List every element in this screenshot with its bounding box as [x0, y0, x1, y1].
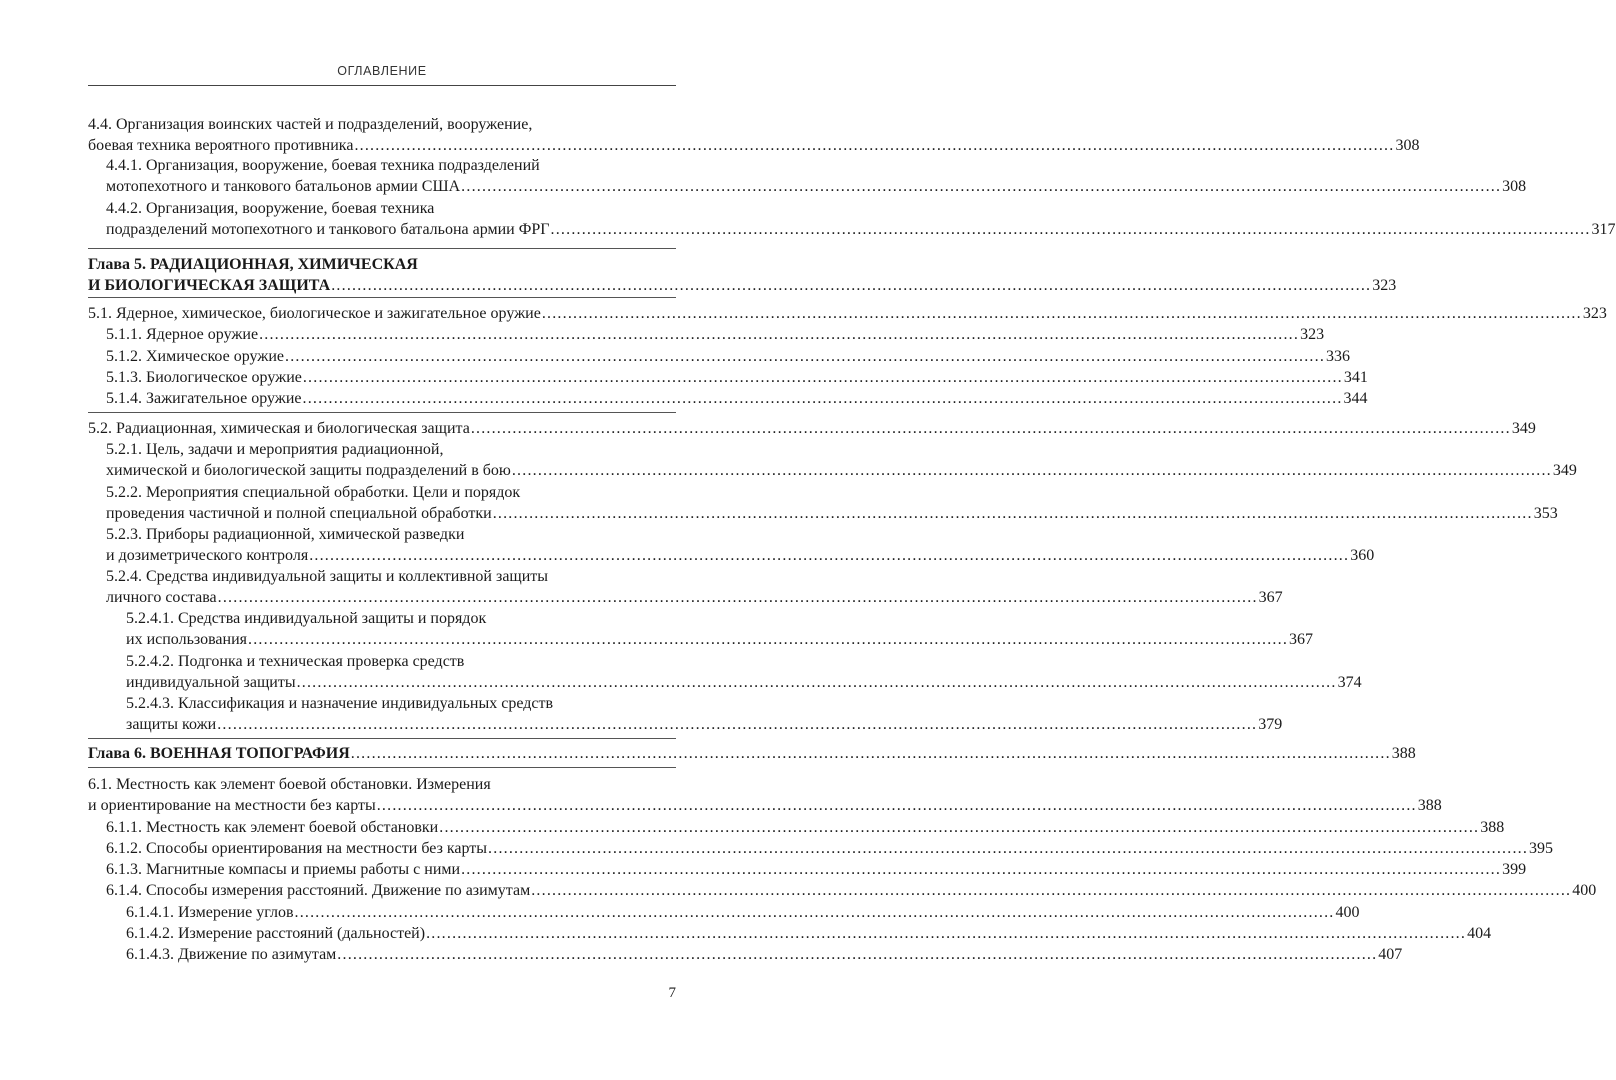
toc-entry-title: 6.1.3. Магнитные компасы и приемы работы с ними	[106, 861, 461, 878]
toc-entry-6-1-line1: 6.1. Местность как элемент боевой обстановки. Измерения	[88, 776, 491, 793]
leader-dots: ........................................................................................................................................................................................................	[337, 946, 1378, 963]
leader-dots: ........................................................................................................................................................................................................	[492, 505, 1533, 522]
section-divider	[88, 297, 676, 298]
toc-entry-title: химической и биологической защиты подразделений в бою	[106, 462, 511, 479]
toc-entry-5-2-3[interactable]	[106, 545, 1375, 566]
toc-entry-5-2-2-line1: 5.2.2. Мероприятия специальной обработки. Цели и порядок	[106, 484, 521, 501]
toc-entry-4-4-2-line1: 4.4.2. Организация, вооружение, боевая техника	[106, 200, 435, 217]
toc-page-number: 379	[1258, 716, 1283, 733]
leader-dots: ........................................................................................................................................................................................................	[461, 861, 1502, 878]
toc-entry-title: 6.1.4.2. Измерение расстояний (дальностей)	[126, 925, 426, 942]
toc-entry-6-1-4[interactable]	[106, 880, 1597, 901]
leader-dots: ........................................................................................................................................................................................................	[302, 369, 1343, 386]
leader-dots: ........................................................................................................................................................................................................	[350, 745, 1391, 762]
toc-page-number: 341	[1343, 369, 1368, 386]
leader-dots: ........................................................................................................................................................................................................	[488, 840, 1529, 857]
toc-entry-5-2-2[interactable]	[106, 503, 1558, 524]
toc-entry-5-2-3-line1: 5.2.3. Приборы радиационной, химической разведки	[106, 526, 465, 543]
running-head: ОГЛАВЛЕНИЕ	[337, 64, 427, 78]
toc-entry-5-1-4[interactable]	[106, 388, 1368, 409]
leader-dots: ........................................................................................................................................................................................................	[217, 589, 1258, 606]
toc-entry-6-1-3[interactable]	[106, 859, 1527, 880]
toc-page-number: 323	[1300, 326, 1325, 343]
toc-page-number: 360	[1350, 547, 1375, 564]
toc-entry-4-4[interactable]	[88, 135, 1420, 156]
toc-page-number: 323	[1582, 305, 1607, 322]
toc-entry-5-1[interactable]	[88, 303, 1607, 324]
toc-entry-title: 5.2. Радиационная, химическая и биологическая защита	[88, 420, 470, 437]
section-divider	[88, 738, 676, 739]
leader-dots: ........................................................................................................................................................................................................	[470, 420, 1511, 437]
toc-entry-6-1-4-3[interactable]	[126, 944, 1403, 965]
toc-chapter-5[interactable]	[88, 275, 1397, 296]
leader-dots: ........................................................................................................................................................................................................	[531, 882, 1572, 899]
leader-dots: ........................................................................................................................................................................................................	[550, 221, 1591, 238]
toc-page-number: 388	[1417, 797, 1442, 814]
leader-dots: ........................................................................................................................................................................................................	[354, 137, 1395, 154]
toc-page-number: 336	[1326, 348, 1351, 365]
toc-page-number: 308	[1502, 178, 1527, 195]
toc-entry-6-1-4-1[interactable]	[126, 902, 1360, 923]
leader-dots: ........................................................................................................................................................................................................	[439, 819, 1480, 836]
chapter-5-title-line1: Глава 5. РАДИАЦИОННАЯ, ХИМИЧЕСКАЯ	[88, 256, 418, 273]
section-divider	[88, 248, 676, 249]
toc-page-number: 404	[1467, 925, 1492, 942]
page-number: 7	[668, 985, 676, 1001]
chapter-title: И БИОЛОГИЧЕСКАЯ ЗАЩИТА	[88, 277, 331, 294]
toc-entry-5-1-2[interactable]	[106, 346, 1351, 367]
toc-entry-title: и дозиметрического контроля	[106, 547, 309, 564]
toc-entry-title: подразделений мотопехотного и танкового батальона армии ФРГ	[106, 221, 550, 238]
toc-entry-title: личного состава	[106, 589, 217, 606]
leader-dots: ........................................................................................................................................................................................................	[376, 797, 1417, 814]
toc-page-number: 323	[1372, 277, 1397, 294]
toc-entry-5-2-4-2-line1: 5.2.4.2. Подгонка и техническая проверка средств	[126, 653, 465, 670]
toc-entry-title: мотопехотного и танкового батальонов армии США	[106, 178, 461, 195]
toc-page-number: 374	[1337, 674, 1362, 691]
toc-entry-5-2-4-2[interactable]	[126, 672, 1362, 693]
leader-dots: ........................................................................................................................................................................................................	[426, 925, 1467, 942]
leader-dots: ........................................................................................................................................................................................................	[217, 716, 1258, 733]
toc-entry-title: 6.1.1. Местность как элемент боевой обстановки	[106, 819, 439, 836]
chapter-title: Глава 6. ВОЕННАЯ ТОПОГРАФИЯ	[88, 745, 350, 762]
leader-dots: ........................................................................................................................................................................................................	[259, 326, 1300, 343]
toc-entry-5-2-4-3[interactable]	[126, 714, 1283, 735]
toc-page-number: 353	[1533, 505, 1558, 522]
toc-entry-title: 5.1.1. Ядерное оружие	[106, 326, 259, 343]
toc-entry-title: боевая техника вероятного противника	[88, 137, 354, 154]
toc-page-number: 399	[1502, 861, 1527, 878]
toc-entry-title: индивидуальной защиты	[126, 674, 296, 691]
toc-entry-title: 5.1.4. Зажигательное оружие	[106, 390, 302, 407]
leader-dots: ........................................................................................................................................................................................................	[331, 277, 1372, 294]
toc-entry-6-1[interactable]	[88, 795, 1442, 816]
toc-entry-title: 6.1.4.3. Движение по азимутам	[126, 946, 337, 963]
toc-entry-5-2-1-line1: 5.2.1. Цель, задачи и мероприятия радиационной,	[106, 441, 444, 458]
toc-page-number: 400	[1572, 882, 1597, 899]
leader-dots: ........................................................................................................................................................................................................	[541, 305, 1582, 322]
leader-dots: ........................................................................................................................................................................................................	[309, 547, 1350, 564]
leader-dots: ........................................................................................................................................................................................................	[248, 631, 1289, 648]
toc-entry-6-1-4-2[interactable]	[126, 923, 1492, 944]
toc-entry-title: 5.1.3. Биологическое оружие	[106, 369, 302, 386]
toc-entry-5-2-1[interactable]	[106, 460, 1577, 481]
toc-entry-title: 5.1. Ядерное, химическое, биологическое и зажигательное оружие	[88, 305, 541, 322]
toc-entry-title: 6.1.4. Способы измерения расстояний. Движение по азимутам	[106, 882, 531, 899]
toc-page-number: 395	[1529, 840, 1554, 857]
toc-page-number: 400	[1335, 904, 1360, 921]
leader-dots: ........................................................................................................................................................................................................	[511, 462, 1552, 479]
toc-entry-6-1-2[interactable]	[106, 838, 1554, 859]
toc-entry-title: их использования	[126, 631, 248, 648]
toc-page-number: 308	[1395, 137, 1420, 154]
toc-entry-5-1-3[interactable]	[106, 367, 1368, 388]
leader-dots: ........................................................................................................................................................................................................	[285, 348, 1326, 365]
section-divider	[88, 767, 676, 768]
toc-entry-title: 6.1.2. Способы ориентирования на местности без карты	[106, 840, 488, 857]
toc-page-number: 388	[1391, 745, 1416, 762]
toc-page-number: 407	[1378, 946, 1403, 963]
toc-entry-4-4-1[interactable]	[106, 176, 1527, 197]
toc-entry-title: 5.1.2. Химическое оружие	[106, 348, 285, 365]
toc-entry-4-4-2[interactable]	[106, 219, 1616, 240]
leader-dots: ........................................................................................................................................................................................................	[294, 904, 1335, 921]
toc-entry-6-1-1[interactable]	[106, 817, 1505, 838]
toc-entry-title: защиты кожи	[126, 716, 217, 733]
toc-entry-5-2[interactable]	[88, 418, 1536, 439]
toc-entry-title: и ориентирование на местности без карты	[88, 797, 376, 814]
toc-page-number: 344	[1343, 390, 1368, 407]
toc-entry-title: проведения частичной и полной специальной обработки	[106, 505, 492, 522]
toc-entry-4-4-1-line1: 4.4.1. Организация, вооружение, боевая техника подразделений	[106, 157, 540, 174]
leader-dots: ........................................................................................................................................................................................................	[302, 390, 1343, 407]
toc-chapter-6[interactable]	[88, 743, 1416, 764]
toc-page-number: 317	[1591, 221, 1616, 238]
toc-page-number: 388	[1480, 819, 1505, 836]
toc-page-number: 349	[1552, 462, 1577, 479]
toc-entry-5-2-4-line1: 5.2.4. Средства индивидуальной защиты и коллективной защиты	[106, 568, 549, 585]
toc-page-number: 367	[1289, 631, 1314, 648]
leader-dots: ........................................................................................................................................................................................................	[296, 674, 1337, 691]
toc-entry-4-4-line1: 4.4. Организация воинских частей и подразделений, вооружение,	[88, 116, 533, 133]
toc-page-number: 367	[1258, 589, 1283, 606]
toc-entry-5-2-4-3-line1: 5.2.4.3. Классификация и назначение индивидуальных средств	[126, 695, 554, 712]
section-divider	[88, 412, 676, 413]
toc-entry-5-1-1[interactable]	[106, 324, 1325, 345]
leader-dots: ........................................................................................................................................................................................................	[461, 178, 1502, 195]
toc-entry-title: 6.1.4.1. Измерение углов	[126, 904, 294, 921]
toc-entry-5-2-4-1-line1: 5.2.4.1. Средства индивидуальной защиты и порядок	[126, 610, 487, 627]
toc-entry-5-2-4[interactable]	[106, 587, 1283, 608]
toc-entry-5-2-4-1[interactable]	[126, 629, 1314, 650]
toc-page-number: 349	[1511, 420, 1536, 437]
